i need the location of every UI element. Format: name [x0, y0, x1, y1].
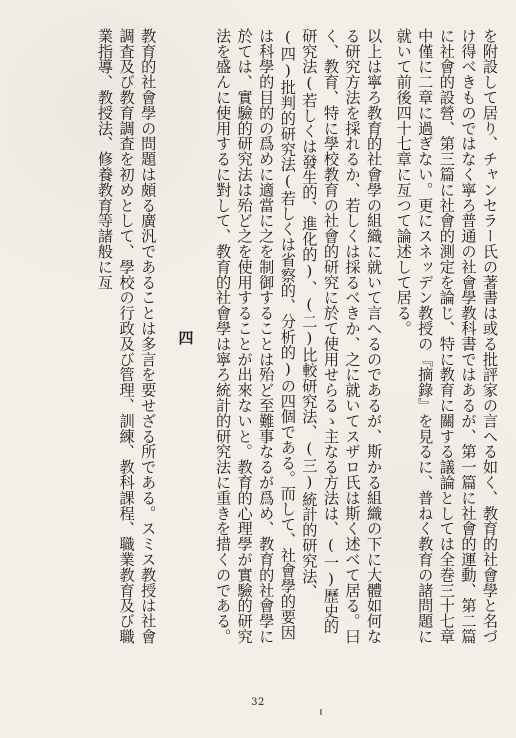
- paragraph-1: を附設して居り、チャンセラー氏の著書は或る批評家の言へる如く、教育的社會學と名づけ得べきものではなく寧ろ普通の社會學教科書ではあるが、第一篇に社會的運動、第二篇に社會的設營、第三篇に社會的測定を論じ、特に教育に關する議論としては全巻三十七章中僅に二章に過ぎない。更にスネッデン教授の『摘錄』を見るに、普ねく教育の諸問題に就いて前後四十七章に亙つて論述して居る。: [394, 28, 499, 644]
- scan-mark: [320, 709, 322, 715]
- section-heading: 四: [176, 330, 195, 346]
- page-number: 32: [251, 697, 265, 708]
- vertical-text-body: [70, 28, 500, 648]
- paragraph-3: 教育的社會學の問題は頗る廣汎であることは多言を要せざる所である。スミス教授は社會調査及び教育調査を初めとして、學校の行政及び管理、訓練、教科課程、職業教育及び職業指導、教授法、修養教育等諸般に亙: [96, 28, 158, 644]
- paragraph-2: 以上は寧ろ教育的社會學の組織に就いて言へるのであるが、斯かる組織の下に大體如何なる研究方法を採れるか、若しくは採るべきか、之に就いてスザロ氏は斯く述べて居る。曰く、教育、特に學校教育の社會的研究に於て使用せらるゝ主なる方法は、(一)歷史的研究法(若しくは發生的、進化的)、(二)比較研究法、(三)統計的研究法、(四)批判的研究法(若しくは省察的、分析的)の四個である。而して、社會學的要因は科學的目的の爲めに適當に之を制御することは殆ど至難事なるが爲め、教育的社會學に於ては、實驗的研究法は殆ど之を使用することが出來ないと。教育的心理學が實驗的研究法を盛んに使用するに對して、教育的社會學は寧ろ統計的研究法に重きを措くのである。: [214, 28, 384, 644]
